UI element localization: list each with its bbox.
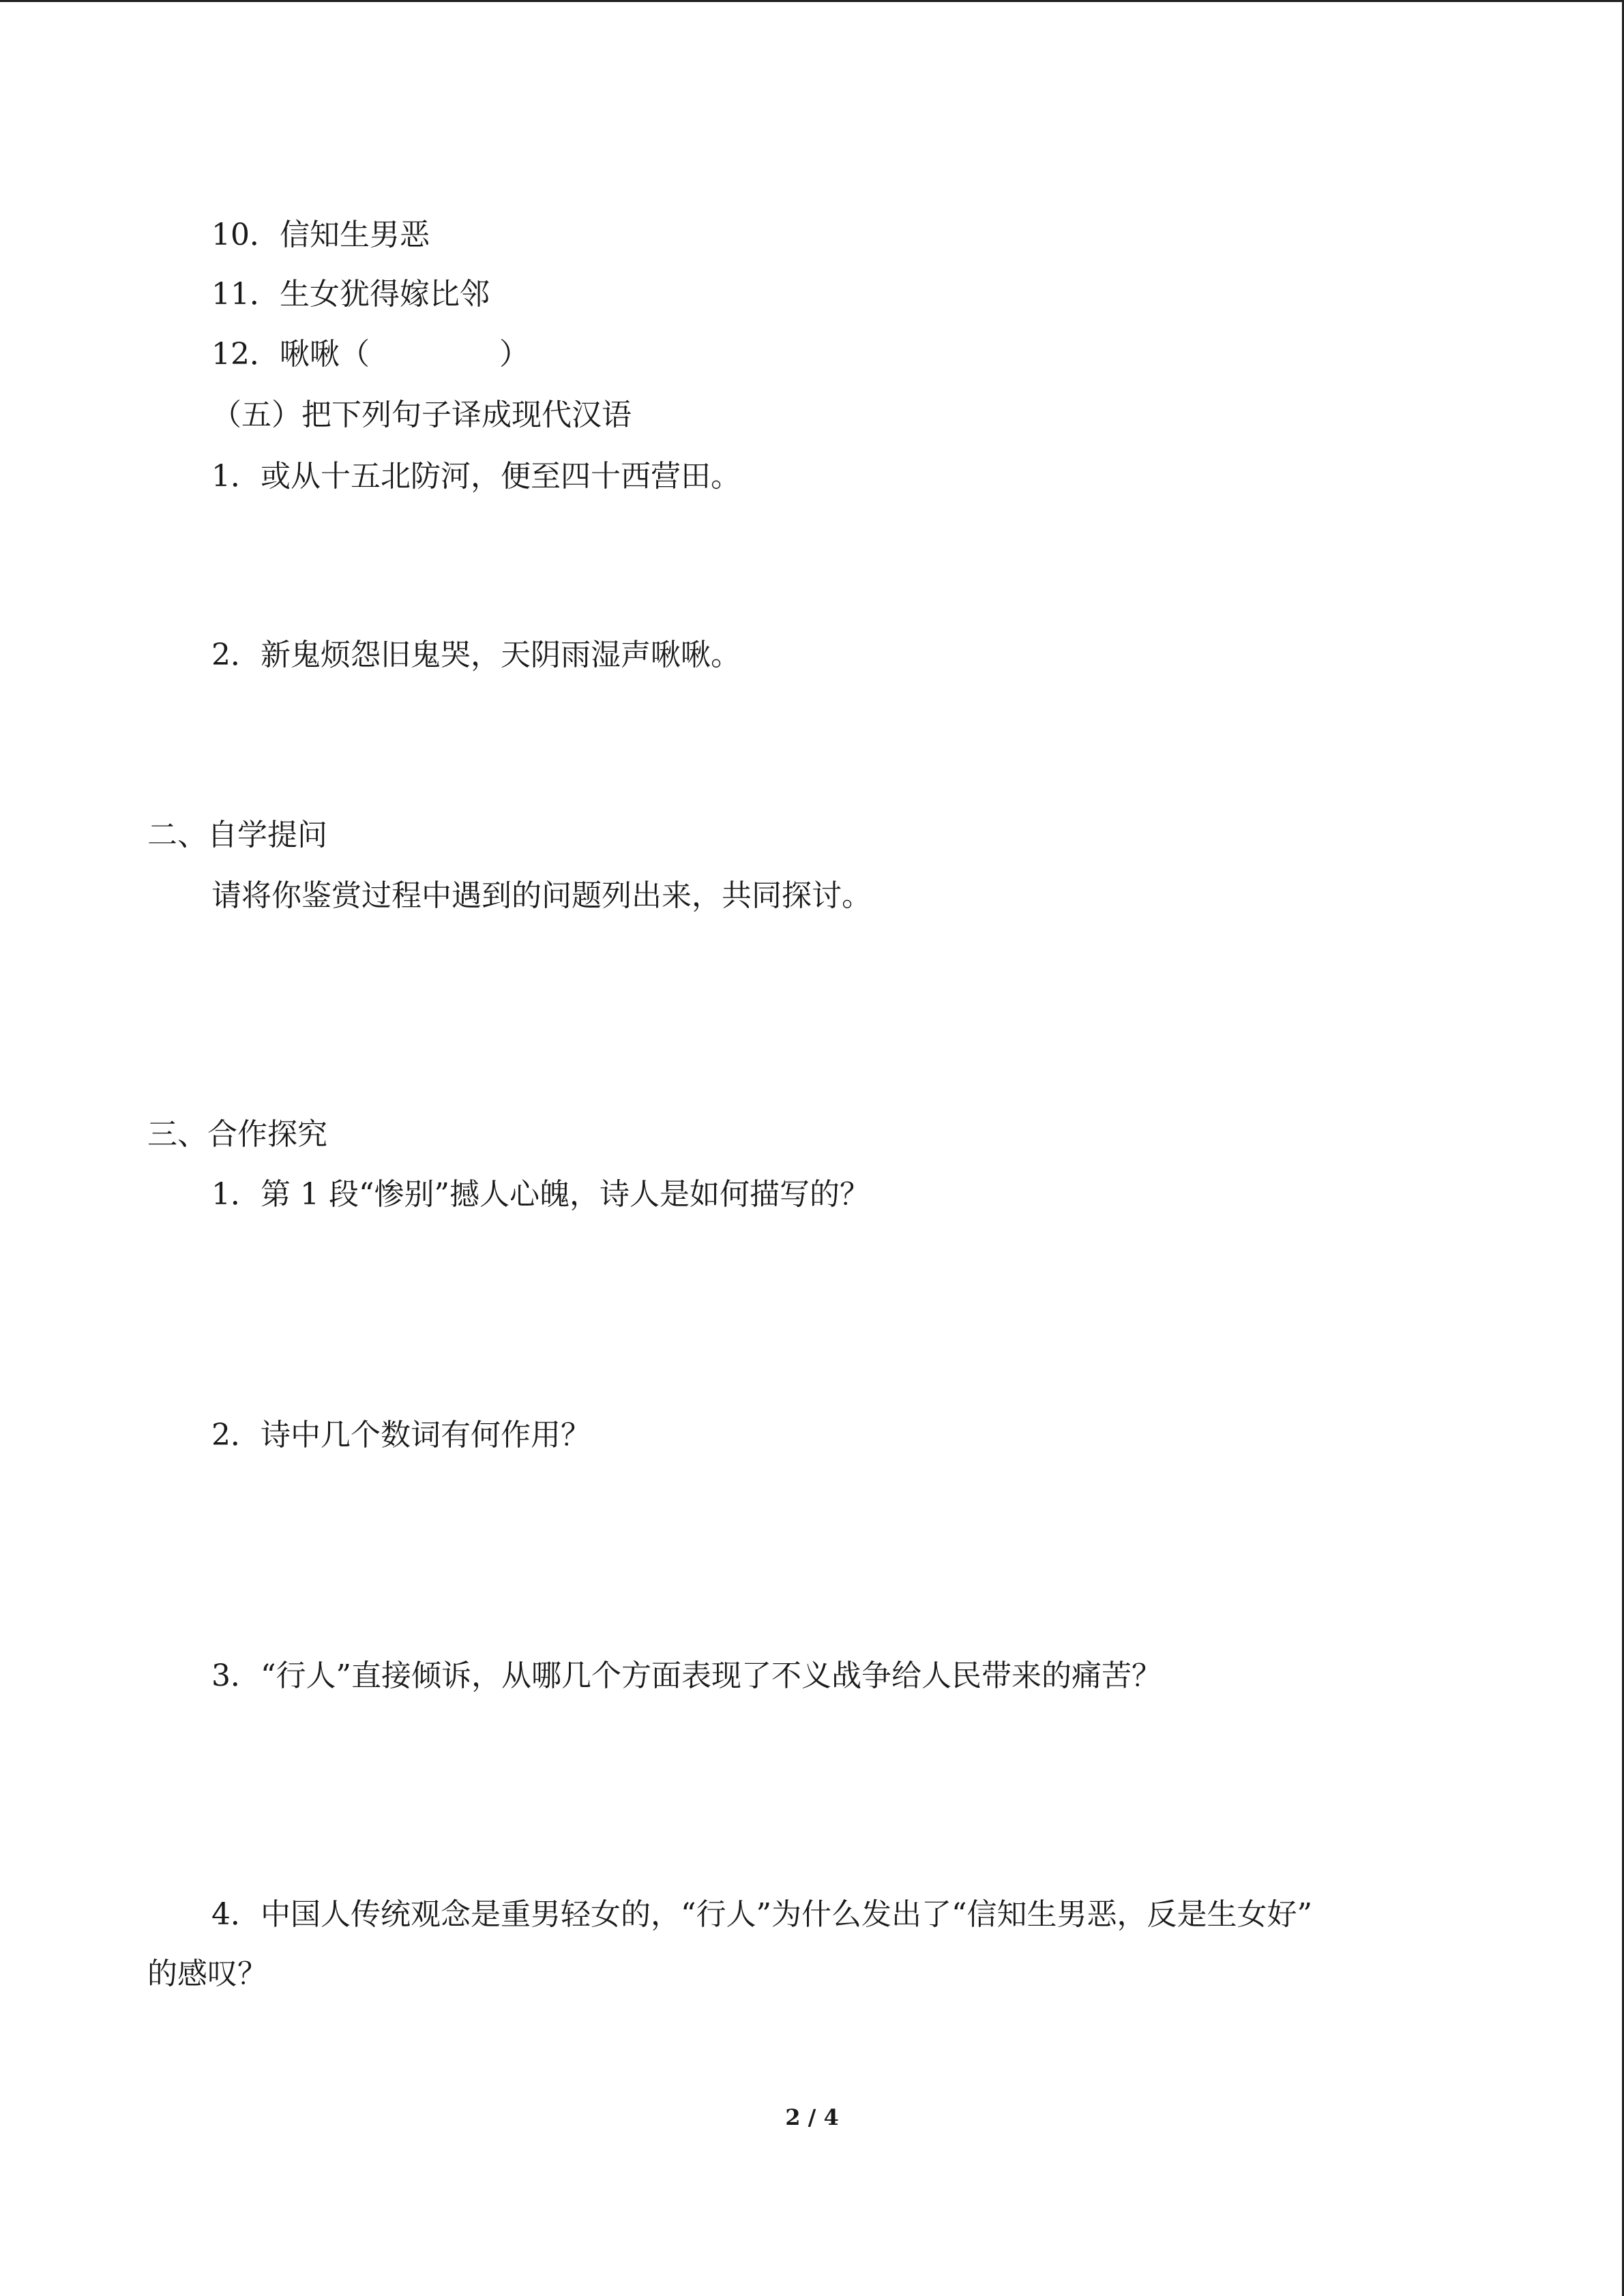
part-2-body: 请将你鉴赏过程中遇到的问题列出来，共同探讨。	[211, 878, 872, 913]
part-3-question-4-line-1: 4．中国人传统观念是重男轻女的，“行人”为什么发出了“信知生男恶，反是生女好”	[211, 1897, 1312, 1932]
part-2-title: 二、自学提问	[147, 818, 327, 852]
section-5-question-1: 1．或从十五北防河，便至四十西营田。	[211, 459, 741, 494]
item-11: 11．生女犹得嫁比邻	[211, 277, 490, 312]
section-5-question-2: 2．新鬼烦怨旧鬼哭，天阴雨湿声啾啾。	[211, 638, 741, 672]
item-12-prefix: 12．啾啾（	[211, 337, 370, 372]
part-3-question-1: 1．第 1 段“惨别”撼人心魄，诗人是如何描写的？	[211, 1177, 870, 1212]
part-3-title: 三、合作探究	[147, 1117, 327, 1152]
item-12	[211, 336, 529, 374]
item-10: 10．信知生男恶	[211, 218, 430, 252]
item-12-suffix: ）	[499, 337, 529, 372]
part-3-question-4-line-2: 的感叹？	[147, 1956, 267, 1991]
page-number: 2 / 4	[785, 2104, 839, 2130]
part-3-question-3: 3．“行人”直接倾诉，从哪几个方面表现了不义战争给人民带来的痛苦？	[211, 1658, 1162, 1693]
section-5-title: （五）把下列句子译成现代汉语	[211, 398, 632, 432]
part-3-question-2: 2．诗中几个数词有何作用？	[211, 1418, 591, 1452]
top-border	[0, 0, 1624, 2]
